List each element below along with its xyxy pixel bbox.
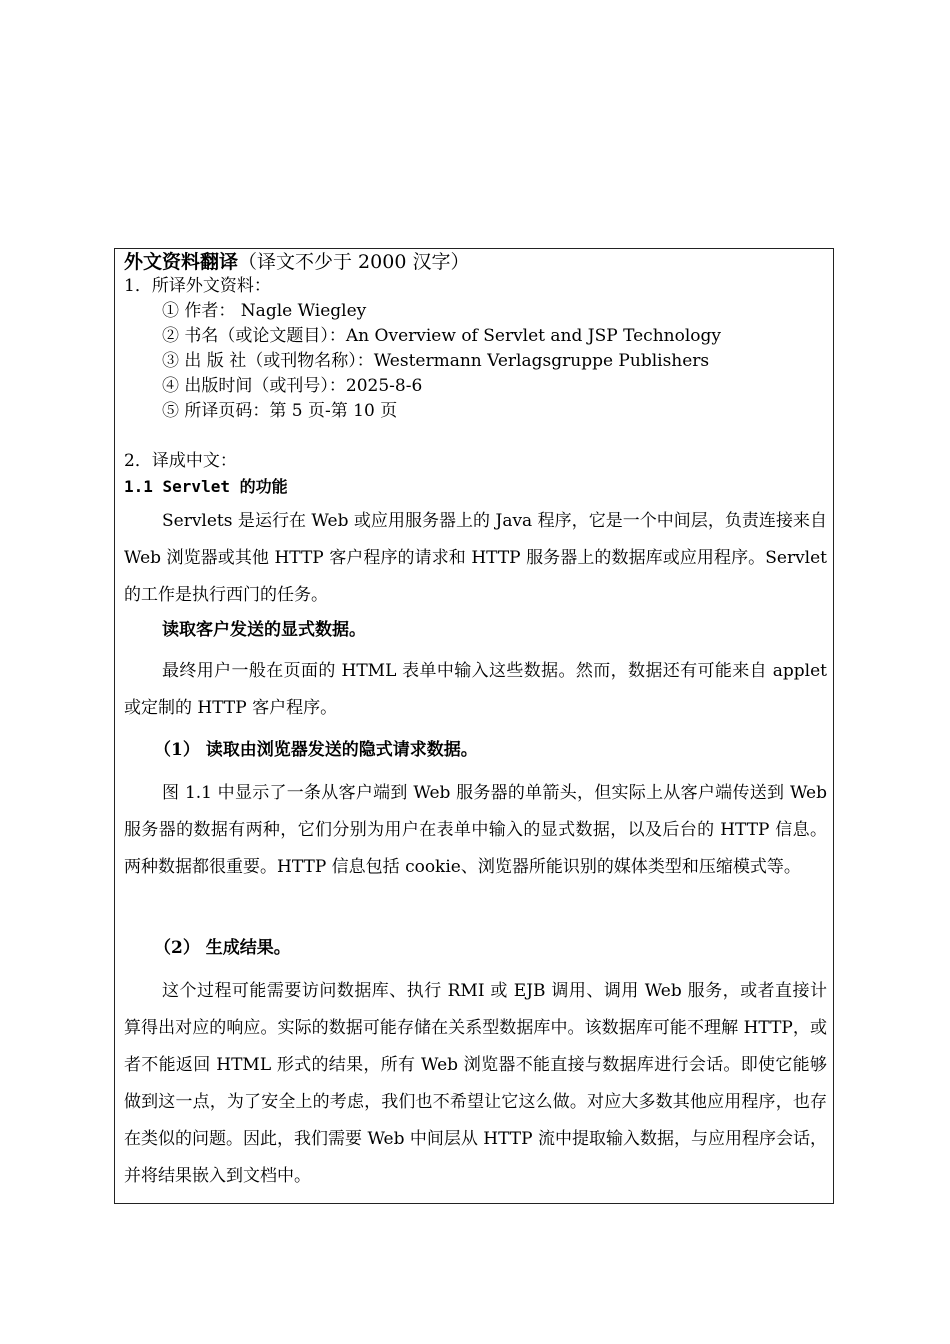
- translation-label: 2．译成中文：: [124, 451, 237, 471]
- form-title: [124, 250, 469, 274]
- paragraph-implicit-data: 图 1.1 中显示了一条从客户端到 Web 服务器的单箭头，但实际上从客户端传送到 Web 服务器的数据有两种，它们分别为用户在表单中输入的显式数据，以及后台的 HTTP 信息。两种数据都很重要。HTTP 信息包括 cookie、浏览器所能识别的媒体类型和压缩模式等。: [124, 783, 827, 877]
- heading-implicit-data: （1） 读取由浏览器发送的隐式请求数据。: [154, 740, 478, 760]
- book-title-line: ② 书名（或论文题目）：An Overview of Servlet and JSP Technology: [162, 326, 721, 346]
- form-title-main: 外文资料翻译: [124, 251, 239, 273]
- author-line: ① 作者： Nagle Wiegley: [162, 301, 367, 321]
- heading-generate-results: （2） 生成结果。: [154, 938, 291, 958]
- paragraph-explicit-data: 最终用户一般在页面的 HTML 表单中输入这些数据。然而，数据还有可能来自 applet 或定制的 HTTP 客户程序。: [124, 661, 827, 718]
- publisher-line: ③ 出 版 社（或刊物名称）：Westermann Verlagsgruppe Publishers: [162, 351, 710, 371]
- paragraph-servlet-intro: Servlets 是运行在 Web 或应用服务器上的 Java 程序，它是一个中间层，负责连接来自 Web 浏览器或其他 HTTP 客户程序的请求和 HTTP 服务器上的数据库或应用程序。Servlet 的工作是执行西门的任务。: [124, 511, 827, 605]
- source-info-label: 1．所译外文资料：: [124, 276, 271, 296]
- form-title-note: （译文不少于 2000 汉字）: [238, 251, 470, 273]
- heading-explicit-data: 读取客户发送的显式数据。: [162, 620, 366, 640]
- page-range-line: ⑤ 所译页码：第 5 页-第 10 页: [162, 401, 398, 421]
- publish-date-line: ④ 出版时间（或刊号）：2025-8-6: [162, 376, 423, 396]
- paragraph-generate-results: 这个过程可能需要访问数据库、执行 RMI 或 EJB 调用、调用 Web 服务，或者直接计算得出对应的响应。实际的数据可能存储在关系型数据库中。该数据库可能不理解 HTTP，或者不能返回 HTML 形式的结果，所有 Web 浏览器不能直接与数据库进行会话。即使它能够做到这一点，为了安全上的考虑，我们也不希望让它这么做。对应大多数其他应用程序，也存在类似的问题。因此，我们需要 Web 中间层从 HTTP 流中提取输入数据，与应用程序会话，并将结果嵌入到文档中。: [124, 981, 827, 1186]
- section-heading: 1.1 Servlet 的功能: [124, 477, 288, 496]
